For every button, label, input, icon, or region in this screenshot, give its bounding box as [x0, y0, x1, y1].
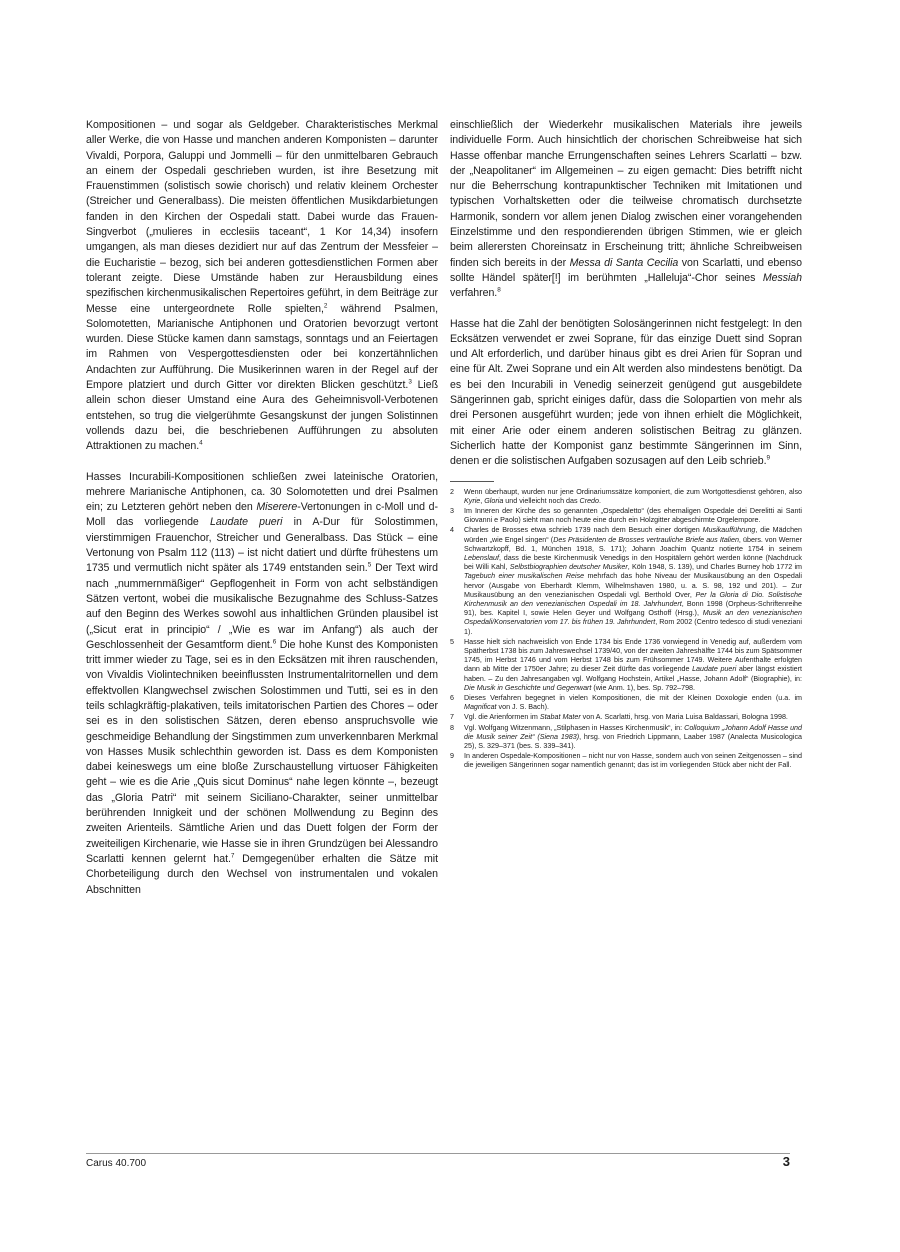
footnote: 7 Vgl. die Arienformen im Stabat Mater von A. Scarlatti, hrsg. von Maria Luisa Baldassari, Bologna 1998.: [450, 713, 788, 722]
publisher-catalog-number: Carus 40.700: [86, 1158, 147, 1169]
footnote-ref: 7: [230, 852, 235, 860]
body-paragraph: Kompositionen – und sogar als Geldgeber. Charakteristisches Merkmal aller Werke, die von Hasse und manchen anderen Komponisten – darunter Vivaldi, Porpora, Galuppi und Jommelli – für den unmittelbaren Gebrauch an einem der Ospedali geschrieben wurden, ist ihre Besetzung mit Frauenstimmen (solistisch sowie chorisch) und relativ kleinem Orchester (Streicher und Generalbass). Die meisten öffentlichen Musikdarbietungen fanden in den Kirchen der Ospedali statt. Dabei wurde das Frauen-Singverbot („mulieres in ecclesiis taceant“, 1 Kor 14,34) insofern umgangen, als man dieses dezidiert nur auf das Zentrum der Messfeier – die Eucharistie – bezog, sich bei anderen gottesdienstlichen Formen aber tolerant zeigte. Diese Umstände haben zur Herausbildung eines spezifischen kirchenmusikalischen Repertoires geführt, in dem Beiträge zur Messe eine untergeordnete Rolle spielten,$^2$ während Psalmen, Solomotetten, Marianische Antiphonen und Oratorien bevorzugt vertont wurden. Diese Stücke kamen dann samstags, sonntags und an Feiertagen im Rahmen von Vespergottesdiensten oder bei konzertähnlichen Andachten zur Aufführung. Die Musikerinnen waren in der Regel auf der Empore platziert und durch Gitter vor direkten Blicken geschützt.$^3$ Ließ allein schon dieser Umstand eine Aura des Geheimnisvoll-Verbotenen entstehen, so trug die vielgerühmte Gesangskunst der jungen Solistinnen vollends dazu bei, die beschriebenen Aufführungen zu absoluten Attraktionen zu machen.$^4$: [86, 119, 438, 453]
footnote: 4 Charles de Brosses etwa schrieb 1739 nach dem Besuch einer dortigen Musikaufführung, die Mädchen würden „wie Engel singen“ (Des Präsidenten de Brosses vertrauliche Briefe aus Italien, übers. von Werner Schwartzkopff, Bd. 1, München 1918, S. 171); Johann Joachim Quantz notierte 1754 in seinem Lebenslauf, dass die beste Kirchenmusik Venedigs in den Hospitälern gehört werden könne (Nachdruck bei Willi Kahl, Selbstbiographien deutscher Musiker, Köln 1948, S. 139), und Charles Burney hob 1772 im Tagebuch einer musikalischen Reise mehrfach das hohe Niveau der Musikausübung an den Ospedali hervor (Ausgabe von Eberhardt Klemm, Wilhelmshaven 1980, u. a. S. 98, 192 und 201). – Zur Musikausübung an den venezianischen Ospedali vgl. Berthold Over, Per la Gloria di Dio. Solistische Kirchenmusik an den venezianischen Ospedali im 18. Jahrhundert, Bonn 1998 (Orpheus-Schriftenreihe 91), bes. Kapitel I, sowie Helen Geyer und Wolfgang Osthoff (Hrsg.), Musik an den venezianischen Ospedali/Konservatorien vom 17. bis frühen 19. Jahrhundert, Rom 2002 (Centro tedesco di studi veneziani 1).: [450, 526, 803, 636]
right-column: [450, 118, 802, 772]
footnote-ref: 2: [323, 302, 328, 310]
footnote-ref: 9: [766, 454, 771, 462]
body-paragraph: einschließlich der Wiederkehr musikalischen Materials ihre jeweils individuelle Form. Auch hinsichtlich der chorischen Schreibweise hat sich Hasse offenbar manche Errungenschaften seines Lehrers Scarlatti – bzw. der „Neapolitaner“ im Allgemeinen – zu eigen gemacht: Dies betrifft nicht nur die Beherrschung kontrapunktischer Techniken mit Imitationen und typischen Vorhaltsketten oder die teilweise chromatisch durchsetzte Harmonik, sondern vor allem jenen Dialog zwischen einer vorangehenden Einzelstimme und den respondierenden übrigen Stimmen, wie er gleich beim allerersten Choreinsatz in Erscheinung tritt; ähnliche Schreibweisen finden sich bereits in der Messa di Santa Cecilia von Scarlatti, und ebenso sollte Händel später[!] im berühmten „Halleluja“-Chor seines Messiah verfahren.$^8$: [450, 119, 802, 300]
footnote: 5 Hasse hielt sich nachweislich von Ende 1734 bis Ende 1736 vorwiegend in Venedig auf, außerdem vom Spätherbst 1738 bis zum Jahreswechsel 1739/40, von der zweiten Jahreshälfte 1744 bis zum Spätsommer 1745, im Herbst 1746 und vom Herbst 1748 bis zum Frühsommer 1749. Weitere Aufenthalte erfolgten dann ab Mitte der 1750er Jahre; zu dieser Zeit dürfte das vorliegende Laudate pueri aber längst existiert haben. – Zu den Jahresangaben vgl. Wolfgang Hochstein, Artikel „Hasse, Johann Adolf“ (Biographie), in: Die Musik in Geschichte und Gegenwart (wie Anm. 1), bes. Sp. 792–798.: [450, 637, 802, 692]
footnote: 3 Im Inneren der Kirche des so genannten „Ospedaletto“ (des ehemaligen Ospedale dei Derelitti ai Santi Giovanni e Paolo) sieht man noch heute eine durch ein Holzgitter abgeschirmte Orgelempore.: [450, 506, 802, 525]
footnote-divider: [450, 481, 494, 482]
footnote-ref: 8: [497, 286, 501, 294]
footnote-ref: 4: [199, 439, 203, 447]
body-paragraph: Hasses Incurabili-Kompositionen schließen zwei lateinische Oratorien, mehrere Marianische Antiphonen, ca. 30 Solomotetten und drei Psalmen ein; zu Letzteren gehört neben den Miserere-Vertonungen in c-Moll und d-Moll das vorliegende Laudate pueri in A-Dur für Solostimmen, vierstimmigen Frauenchor, Streicher und Generalbass. Das Stück – eine Vertonung von Psalm 112 (113) – ist nicht datiert und dürfte frühestens um 1735 und vermutlich nicht später als 1749 entstanden sein.$^5$ Der Text wird nach „nummernmäßiger“ Gepflogenheit in Form von acht selbständigen Sätzen vertont, wobei die musikalische Bezugnahme des Schluss-Satzes auf den Beginn des Werkes sowohl aus inhaltlichen Gründen plausibel ist („Sicut erat in principio“ / „Wie es war im Anfang“) als auch der Geschlossenheit der Gesamtform dient.$^6$ Die hohe Kunst des Komponisten tritt immer wieder zu Tage, sei es in den Ecksätzen mit ihren rauschenden, von Vivaldis Violintechniken beeinflussten Instrumentalritornellen und dem effektvollen Klangwechsel zwischen Solostimmen und Tutti, sei es in den teils schlagkräftig-plakativen, teils imitatorischen Partien des Chores – oder sei es in den solistischen Sätzen, deren ebenso anspruchsvolle wie geschmeidige Behandlung der Singstimmen zum unverkennbaren Merkmal von Hasses Musik schlechthin geworden ist. Dass es dem Komponisten dabei keineswegs um eine bloße Zurschaustellung virtuoser Fähigkeiten geht – wie es die Arie „Quis sicut Dominus“ nahe legen könnte –, bezeugt das „Gloria Patri“ mit seinem Siciliano-Charakter, seiner unmittelbar berührenden Innigkeit und der schönen Mollwendung zu Beginn des zweiten Arienteils. Sämtliche Arien und das Duett folgen der Form der zweiteiligen Kirchenarie, wie Hasse sie in ihren Grundzügen bei Alessandro Scarlatti kennen gelernt hat.$^7$ Demgegenüber erhalten die Sätze mit Chorbeteiligung durch den Wechsel von instrumentalen und vokalen Abschnitten: [86, 470, 439, 896]
footnote-ref: 6: [272, 638, 277, 646]
page-number: 3: [782, 1154, 790, 1169]
left-column: [86, 118, 438, 898]
footnote-ref: 3: [408, 378, 412, 386]
footnotes: [450, 488, 802, 771]
footnote-ref: 5: [367, 561, 372, 569]
footnote: 9 In anderen Ospedale-Kompositionen – nicht nur von Hasse, sondern auch von seinen Zeitgenossen – sind die jeweiligen Sängerinnen sogar namentlich genannt; das ist im vorliegenden Stück aber nicht der Fall.: [450, 752, 802, 770]
footnote: 8 Vgl. Wolfgang Witzenmann, „Stilphasen in Hasses Kirchenmusik“, in: Colloquium „Johann Adolf Hasse und die Musik seiner Zeit“ (Siena 1983), hrsg. von Friedrich Lippmann, Laaber 1987 (Analecta Musicologica 25), S. 329–371 (bes. S. 339–341).: [450, 723, 802, 751]
footnote: 6 Dieses Verfahren begegnet in vielen Kompositionen, die mit der Kleinen Doxologie enden (u.a. im Magnificat von J. S. Bach).: [450, 694, 802, 712]
footnote: 2 Wenn überhaupt, wurden nur jene Ordinariumssätze komponiert, die zum Wortgottesdienst gehören, also Kyrie, Gloria und vielleicht noch das Credo.: [450, 487, 802, 505]
body-paragraph: Hasse hat die Zahl der benötigten Solosängerinnen nicht festgelegt: In den Ecksätzen verwendet er zwei Soprane, für das einzige Duett sind Sopran und Alt erforderlich, und darüber hinaus gibt es drei Arien für Sopran und eine für Alt. Zwei Soprane und ein Alt werden also mindestens benötigt. Da es bei den Incurabili in Venedig seinerzeit genügend gut ausgebildete Sängerinnen gab, spricht einiges dafür, dass die Solopartien von mehr als drei Personen ausgeführt wurden; jede von ihnen erhielt die Möglichkeit, mit einer Arie oder einem anderen solistischen Beitrag zu glänzen. Sicherlich hatte der Komponist ganz bestimmte Sängerinnen im Sinn, denen er die solistischen Aufgaben sozusagen auf den Leib schrieb.$^9$: [450, 317, 802, 468]
footer-divider: [86, 1153, 790, 1154]
